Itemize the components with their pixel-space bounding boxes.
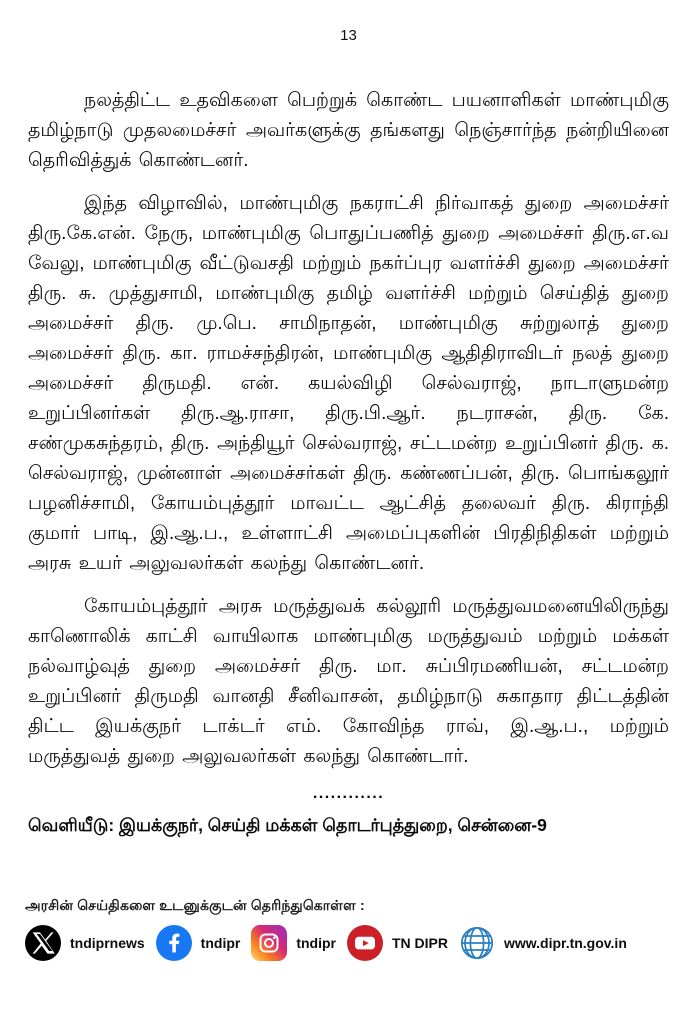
social-link-twitter[interactable] xyxy=(25,925,145,961)
body-paragraph: கோயம்புத்தூர் அரசு மருத்துவக் கல்லூரி மருத்துவமனையிலிருந்து காணொலிக் காட்சி வாயிலாக மாண்புமிகு மருத்துவம் மற்றும் மக்கள் நல்வாழ்வுத் துறை அமைச்சர் திரு. மா. சுப்பிரமணியன், சட்டமன்ற உறுப்பினர் திருமதி வானதி சீனிவாசன், தமிழ்நாடு சுகாதார திட்டத்தின் திட்ட இயக்குநர் டாக்டர் எம். கோவிந்த ராவ், இ.ஆ.ப., மற்றும் மருத்துவத் துறை அலுவலர்கள் கலந்து கொண்டார். xyxy=(28,596,669,767)
footer-heading: அரசின் செய்திகளை உடனுக்குடன் தெரிந்துகொள்ள : xyxy=(25,897,365,913)
social-link-youtube[interactable] xyxy=(347,925,448,961)
social-handle: tndipr xyxy=(296,935,336,951)
end-dots-separator: ............ xyxy=(312,785,385,802)
body-paragraph: இந்த விழாவில், மாண்புமிகு நகராட்சி நிர்வாகத் துறை அமைச்சர் திரு.கே.என். நேரு, மாண்புமிகு பொதுப்பணித் துறை அமைச்சர் திரு.எ.வ வேலு, மாண்புமிகு வீட்டுவசதி மற்றும் நகர்ப்புர வளர்ச்சி துறை அமைச்சர் திரு. சு. முத்துசாமி, மாண்புமிகு தமிழ் வளர்ச்சி மற்றும் செய்தித் துறை அமைச்சர் திரு. மு.பெ. சாமிநாதன், மாண்புமிகு சுற்றுலாத் துறை அமைச்சர் திரு. கா. ராமச்சந்திரன், மாண்புமிகு ஆதிதிராவிடர் நலத் துறை அமைச்சர் திருமதி. என். கயல்விழி செல்வராஜ், நாடாளுமன்ற உறுப்பினர்கள் திரு.ஆ.ராசா, திரு.பி.ஆர். நடராசன், திரு. கே. சண்முகசுந்தரம், திரு. அந்தியூர் செல்வராஜ், சட்டமன்ற உறுப்பினர் திரு. க. செல்வராஜ், முன்னாள் அமைச்சர்கள் திரு. கண்ணப்பன், திரு. பொங்கலூர் பழனிச்சாமி, கோயம்புத்தூர் மாவட்ட ஆட்சித் தலைவர் திரு. கிராந்தி குமார் பாடி, இ.ஆ.ப., உள்ளாட்சி அமைப்புகளின் பிரதிநிதிகள் மற்றும் அரசு உயர் அலுவலர்கள் கலந்து கொண்டனர். xyxy=(28,193,669,574)
social-link-facebook[interactable] xyxy=(156,925,241,961)
social-link-instagram[interactable] xyxy=(251,925,336,961)
globe-icon xyxy=(459,925,495,961)
release-issuer-line: வெளியீடு: இயக்குநர், செய்தி மக்கள் தொடர்புத்துறை, சென்னை-9 xyxy=(28,815,547,835)
social-media-footer xyxy=(25,897,680,961)
social-link-website[interactable] xyxy=(459,925,627,961)
x-twitter-icon xyxy=(25,925,61,961)
instagram-icon xyxy=(251,925,287,961)
social-handle: tndiprnews xyxy=(70,935,145,951)
website-url: www.dipr.tn.gov.in xyxy=(503,935,627,951)
youtube-icon xyxy=(347,925,383,961)
page-number: 13 xyxy=(340,27,357,44)
social-handle: TN DIPR xyxy=(391,935,448,951)
facebook-icon xyxy=(156,925,192,961)
press-release-body xyxy=(28,86,669,838)
social-handle: tndipr xyxy=(200,935,241,951)
body-paragraph: நலத்திட்ட உதவிகளை பெற்றுக் கொண்ட பயனாளிகள் மாண்புமிகு தமிழ்நாடு முதலமைச்சர் அவர்களுக்கு தங்களது நெஞ்சார்ந்த நன்றியினை தெரிவித்துக் கொண்டனர். xyxy=(28,90,669,171)
social-links-row xyxy=(25,925,680,961)
